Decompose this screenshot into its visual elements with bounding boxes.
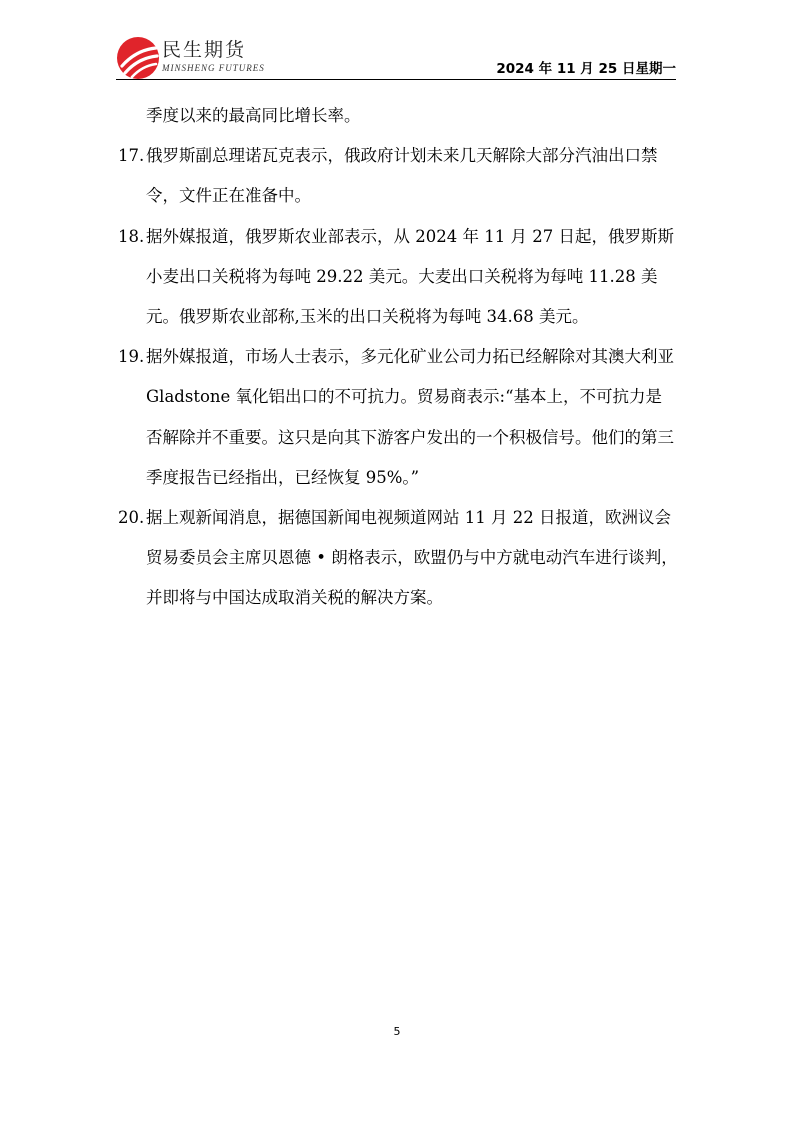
item-number: 18. [118,226,145,246]
page-header [116,36,676,82]
header-date: 2024 年 11 月 25 日星期一 [496,61,676,77]
item-number: 20. [118,508,145,528]
news-item-20 [118,498,678,619]
continuation-paragraph: 季度以来的最高同比增长率。 [146,106,361,125]
news-item-18 [118,217,678,338]
brand-name [162,38,265,74]
item-number: 19. [118,347,145,367]
news-item-17 [118,136,678,216]
brand-name-cn: 民生期货 [162,39,247,61]
brand-name-en: MINSHENG FUTURES [162,63,265,73]
news-item-19 [118,337,678,498]
item-text: 据外媒报道，市场人士表示，多元化矿业公司力拓已经解除对其澳大利亚 Gladstone 氧化铝出口的不可抗力。贸易商表示:“基本上，不可抗力是否解除并不重要。这只是向其下游客户发出的一个积极信号。他们的第三季度报告已经指出，已经恢复 95%。” [146,347,674,487]
header-rule [116,79,676,80]
document-body [118,96,678,619]
item-number: 17. [118,146,145,166]
item-text: 据上观新闻消息，据德国新闻电视频道网站 11 月 22 日报道，欧洲议会贸易委员会主席贝恩德 • 朗格表示，欧盟仍与中方就电动汽车进行谈判，并即将与中国达成取消关税的解决方案。 [146,508,678,608]
minsheng-logo-icon [116,36,160,80]
page-number: 5 [393,1025,401,1038]
item-text: 据外媒报道，俄罗斯农业部表示，从 2024 年 11 月 27 日起，俄罗斯斯小麦出口关税将为每吨 29.22 美元。大麦出口关税将为每吨 11.28 美元。俄罗斯农业部称,玉米的出口关税将为每吨 34.68 美元。 [146,226,674,327]
item-text: 俄罗斯副总理诺瓦克表示，俄政府计划未来几天解除大部分汽油出口禁令，文件正在准备中。 [146,146,658,206]
